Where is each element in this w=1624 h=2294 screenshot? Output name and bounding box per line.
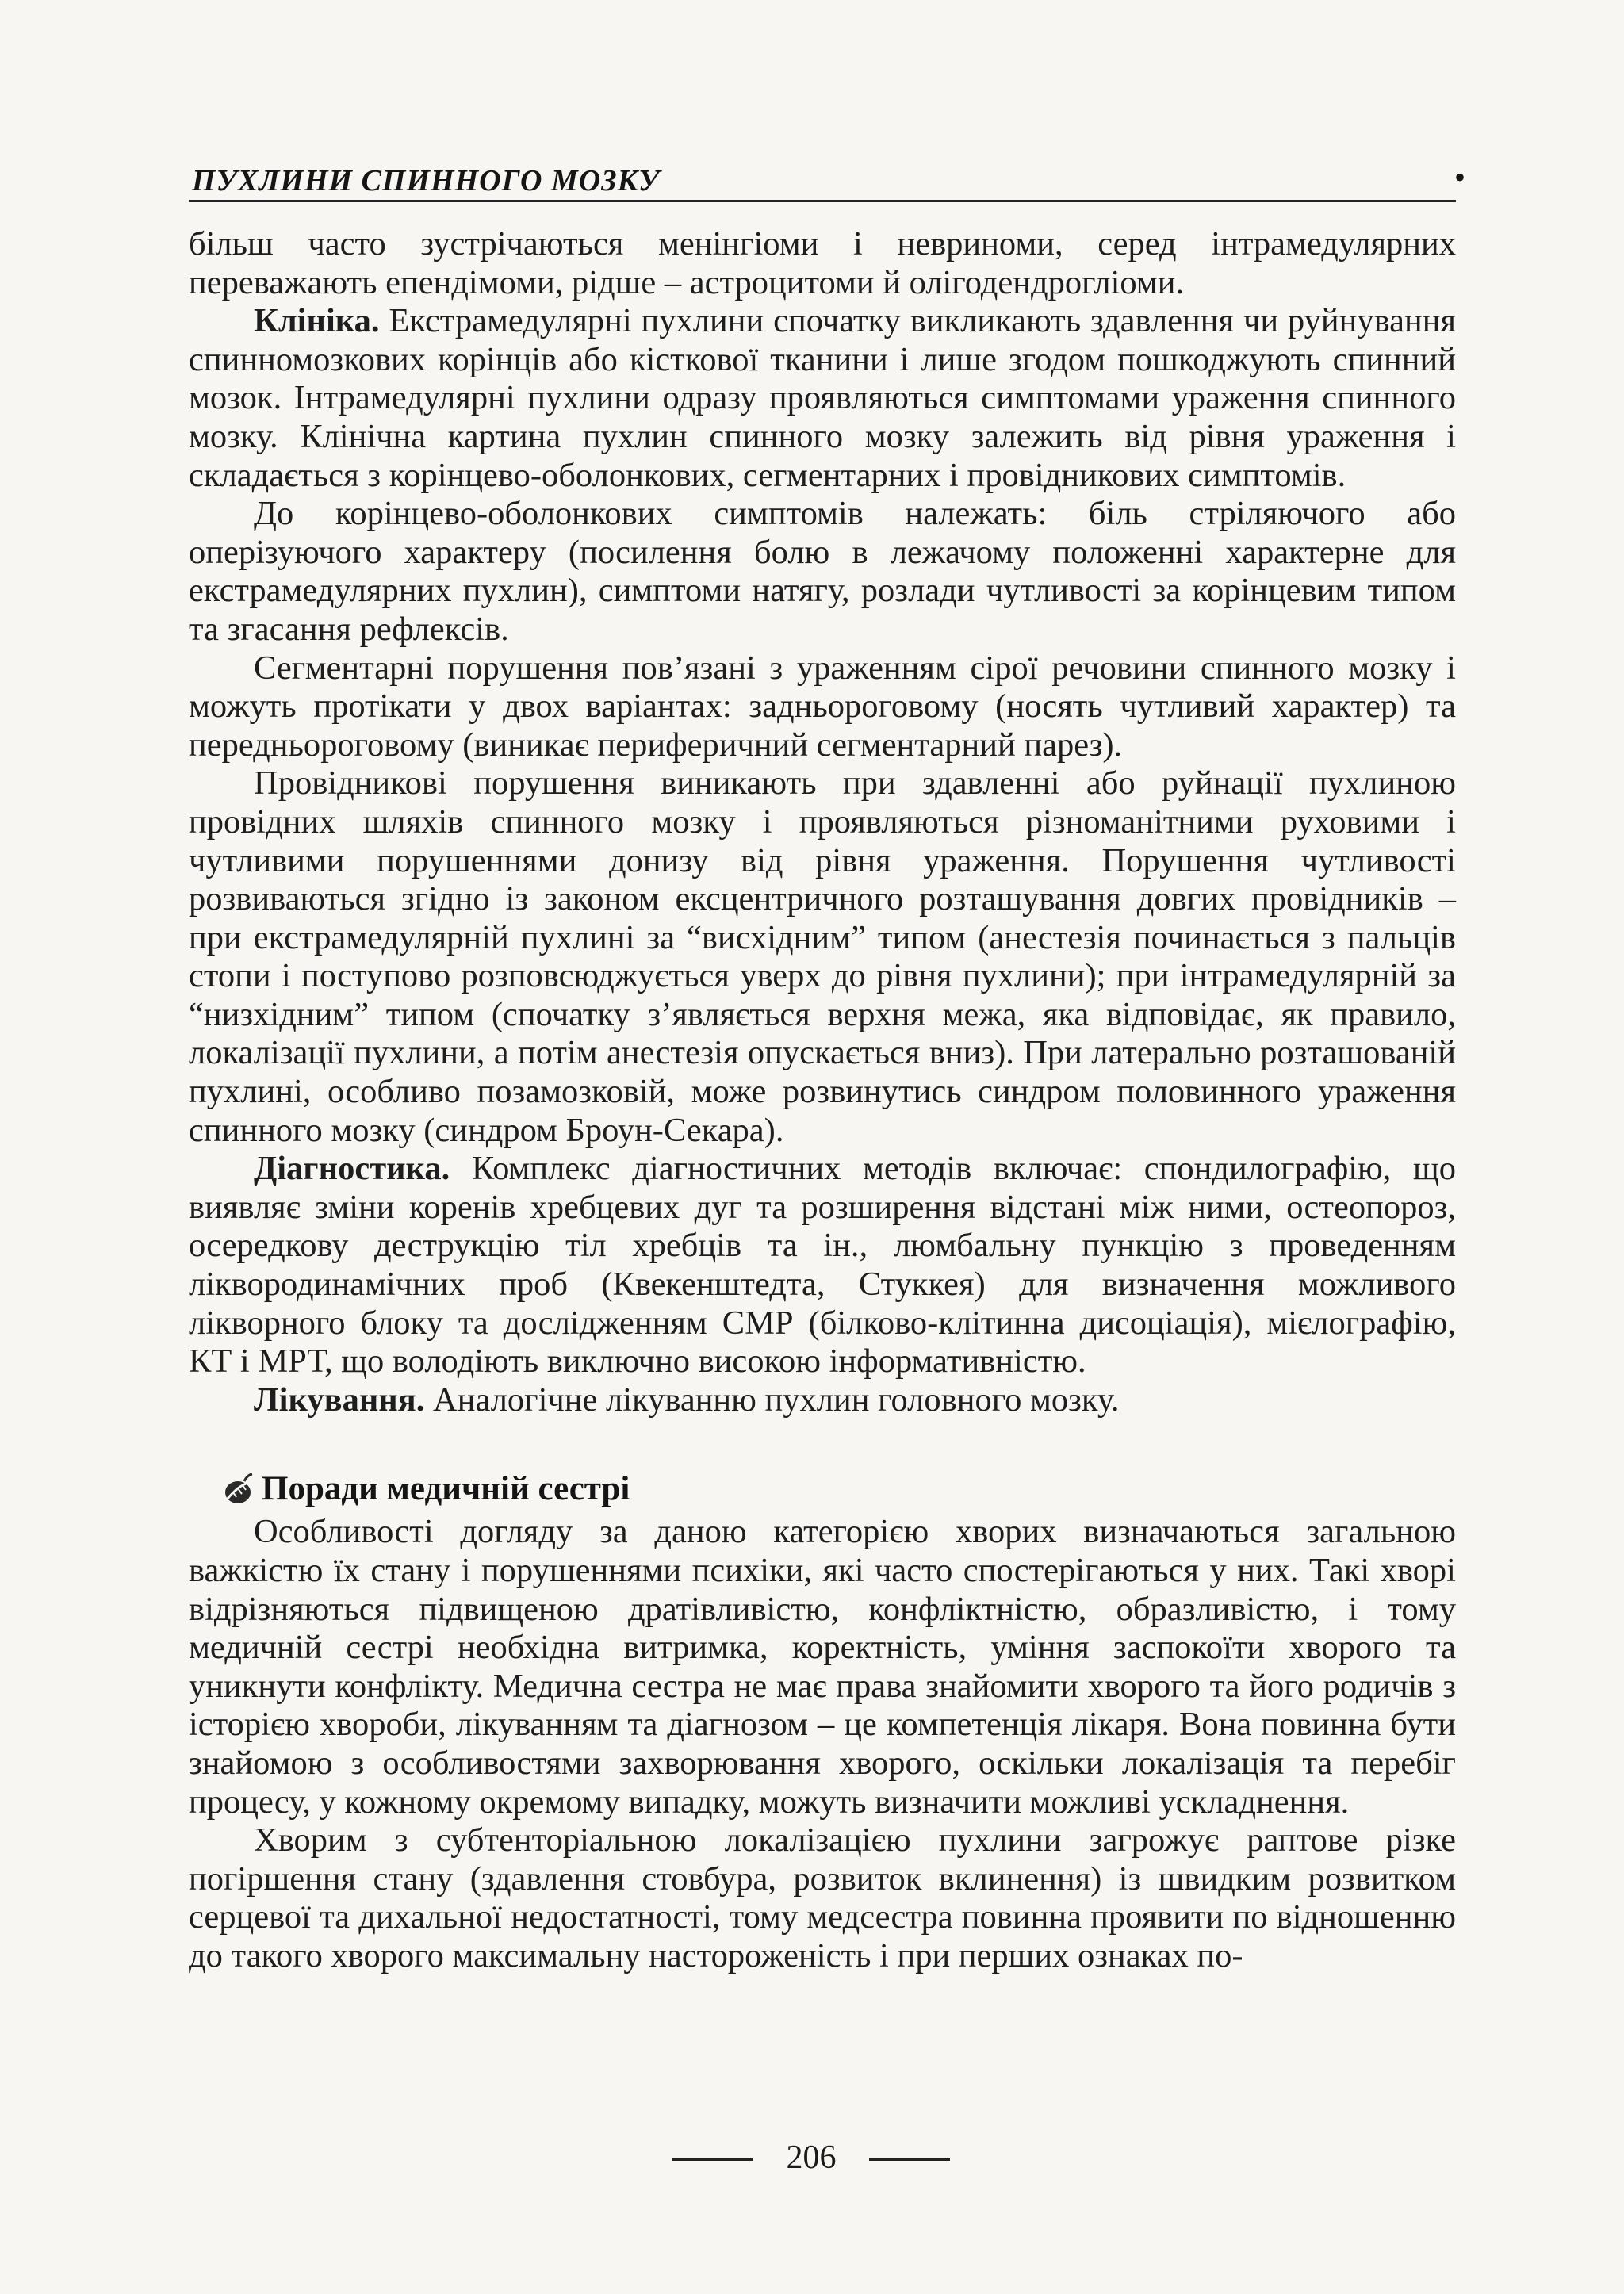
running-header [189,155,1465,202]
paragraph-treatment [189,1381,1456,1420]
paragraph-text: більш часто зустрічаються менінгіоми і невриноми, серед інтрамедулярних переважають епендімоми, рідше – астроцитоми й олігодендрогліоми. [189,225,1456,301]
paragraph-clinic [189,302,1456,495]
paragraph-text: Сегментарні порушення пов’язані з ураженням сірої речовини спинного мозку і можуть протікати у двох варіантах: задньороговому (носять чутливий характер) та передньороговому (виникає периферичний сегментарний парез). [189,649,1456,764]
paragraph-conduction-disorders [189,764,1456,1150]
advice-heading-text: Поради медичній сестрі [262,1470,630,1508]
paragraph-text: Комплекс діагностичних методів включає: спондилографію, що виявляє зміни коренів хребцевих дуг та розширення відстані між ними, остеопороз, осередкову деструкцію тіл хребців та ін., люмбальну пункцію з проведенням ліквородинамічних проб (Квекенштедта, Стуккея) для визначення можливого лікворного блоку та дослідженням СМР (білково-клітинна дисоціація), мієлографію, КТ і МРТ, що володіють виключно високою інформативністю. [189,1150,1456,1381]
paragraph-text: Провідникові порушення виникають при здавленні або руйнації пухлиною провідних шляхів спинного мозку і проявляються різноманітними руховими і чутливими порушеннями донизу від рівня ураження. Порушення чутливості розвиваються згідно із законом ексцентричного розташування довгих провідників – при екстрамедулярній пухлині за “висхідним” типом (анестезія починається з пальців стопи і поступово розповсюджується уверх до рівня пухлини); при інтрамедулярній за “низхідним” типом (спочатку з’являється верхня межа, яка відповідає, як правило, локалізації пухлини, а потім анестезія опускається вниз). При латерально розташованій пухлині, особливо позамозковій, може розвинутись синдром половинного ураження спинного мозку (синдром Броун-Секара). [189,764,1456,1149]
paragraph-text: До корінцево-оболонкових симптомів належать: біль стріляючого або оперізуючого характеру (посилення болю в лежачому положенні характерне для екстрамедулярних пухлин), симптоми натягу, розлади чутливості за корінцевим типом та згасання рефлексів. [189,495,1456,648]
footer-rule-right [869,2158,950,2161]
main-text [189,225,1456,1976]
advice-paragraph [189,1513,1456,1821]
footer-rule-left [672,2158,753,2161]
paragraph-text: Екстрамедулярні пухлини спочатку викликають здавлення чи руйнування спинномозкових корінців або кісткової тканини і лише згодом пошкоджують спинний мозок. Інтрамедулярні пухлини одразу проявляються симптомами ураження спинного мозку. Клінічна картина пухлин спинного мозку залежить від рівня ураження і складається з корінцево-оболонкових, сегментарних і провідникових симптомів. [189,302,1456,494]
paragraph-text: Особливості догляду за даною категорією хворих визначаються загальною важкістю їх стану і порушеннями психіки, які часто спостерігаються у них. Такі хворі відрізняються підвищеною дратівливістю, конфліктністю, образливістю, і тому медичній сестрі необхідна витримка, коректність, уміння заспокоїти хворого та уникнути конфлікту. Медична сестра не має права знайомити хворого та його родичів з історією хвороби, лікуванням та діагнозом – це компетенція лікаря. Вона повинна бути знайомою з особливостями захворювання хворого, оскільки локалізація та перебіг процесу, у кожному окремому випадку, можуть визначити можливі ускладнення. [189,1513,1456,1821]
term-treatment: Лікування. [254,1381,425,1419]
advice-paragraph [189,1821,1456,1975]
term-diagnostics: Діагностика. [254,1150,450,1188]
header-bullet-marker: • [1454,159,1465,195]
term-clinic: Клініка. [254,302,380,340]
advice-leaf-icon [220,1472,255,1507]
paragraph-segmental-disorders [189,649,1456,765]
page-footer [0,2135,1624,2182]
advice-section-heading [189,1469,1456,1510]
page-number: 206 [786,2139,837,2176]
paragraph-continuation [189,225,1456,302]
paragraph-text: Хворим з субтенторіальною локалізацією пухлини загрожує раптове різке погіршення стану (здавлення стовбура, розвиток вклинення) із швидким розвитком серцевої та дихальної недостатності, тому медсестра повинна проявити по відношенню до такого хворого максимальну настороженість і при перших ознаках по- [189,1821,1456,1974]
paragraph-text: Аналогічне лікуванню пухлин головного мозку. [424,1381,1120,1419]
paragraph-radicular-symptoms [189,495,1456,649]
running-header-title: ПУХЛИНИ СПИННОГО МОЗКУ [192,164,661,197]
paragraph-diagnostics [189,1150,1456,1381]
